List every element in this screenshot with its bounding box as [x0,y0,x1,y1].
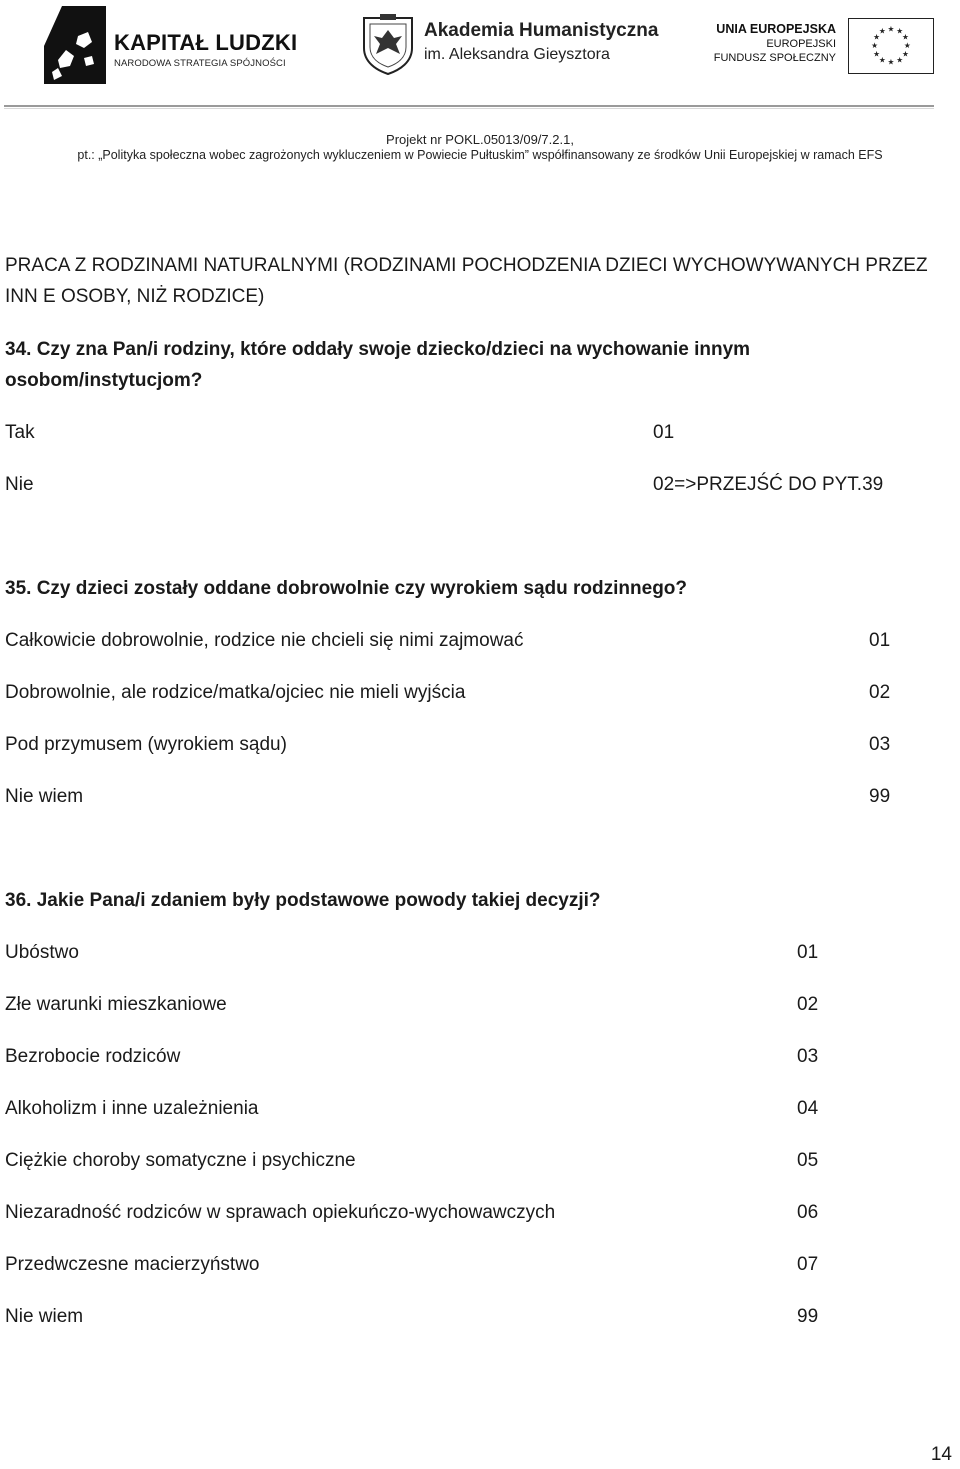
eu-fund-label-1: EUROPEJSKI [766,38,836,50]
svg-text:★: ★ [873,49,880,59]
header-divider [4,105,934,107]
svg-text:★: ★ [902,49,909,59]
question-35-title: 35. Czy dzieci zostały oddane dobrowolnie czy wyrokiem sądu rodzinnego? [5,578,688,599]
eu-fund-label-2: FUNDUSZ SPOŁECZNY [713,52,836,64]
q34-option-nie: Nie [5,474,34,495]
q36-option-1-code: 01 [797,942,819,963]
q36-option-4-code: 04 [797,1098,819,1119]
q35-option-2: Dobrowolnie, ale rodzice/matka/ojciec nie mieli wyjścia [5,682,466,703]
q34-option-nie-code: 02=>PRZEJŚĆ DO PYT.39 [653,474,884,495]
q36-option-1: Ubóstwo [5,942,79,963]
q36-option-3: Bezrobocie rodziców [5,1046,181,1067]
eu-flag-icon [848,18,934,74]
svg-text:★: ★ [896,26,904,36]
q34-option-tak: Tak [5,422,35,443]
svg-text:★: ★ [887,24,895,34]
q35-option-3-code: 03 [869,734,891,755]
university-crest-icon [360,14,416,76]
akademia-name: Akademia Humanistyczna [424,20,659,41]
q36-option-4: Alkoholizm i inne uzależnienia [5,1098,259,1119]
akademia-humanistyczna-logo [358,14,658,76]
q35-option-3: Pod przymusem (wyrokiem sądu) [5,734,287,755]
kapital-ludzki-title: KAPITAŁ LUDZKI [114,30,298,55]
section-title-line-1: PRACA Z RODZINAMI NATURALNYMI (RODZINAMI POCHODZENIA DZIECI WYCHOWYWANYCH PRZEZ [5,255,928,276]
q36-option-2-code: 02 [797,994,819,1015]
svg-text:★: ★ [878,55,886,65]
q35-option-1-code: 01 [869,630,891,651]
eu-fund-logo [713,18,934,76]
svg-text:★: ★ [903,40,911,50]
q36-option-5: Ciężkie choroby somatyczne i psychiczne [5,1150,356,1171]
q35-option-4: Nie wiem [5,786,84,807]
akademia-patron: im. Aleksandra Gieysztora [424,46,610,63]
kapital-ludzki-emblem-icon [44,6,106,84]
q36-option-6: Niezaradność rodziców w sprawach opiekuńczo-wychowawczych [5,1202,556,1223]
q36-option-2: Złe warunki mieszkaniowe [5,994,227,1015]
kapital-ludzki-logo [44,6,298,84]
q36-option-5-code: 05 [797,1150,819,1171]
q36-option-8-code: 99 [797,1306,819,1327]
kapital-ludzki-subtitle: NARODOWA STRATEGIA SPÓJNOŚCI [114,58,286,69]
question-36-title: 36. Jakie Pana/i zdaniem były podstawowe powody takiej decyzji? [5,890,601,911]
project-title: pt.: „Polityka społeczna wobec zagrożonych wykluczeniem w Powiecie Pułtuskim” współfinansowany ze środków Unii Europejskiej w ramach EFS [77,148,883,162]
svg-text:★: ★ [871,40,879,50]
svg-text:★: ★ [896,55,904,65]
q36-option-3-code: 03 [797,1046,819,1067]
q36-option-6-code: 06 [797,1202,819,1223]
q35-option-2-code: 02 [869,682,891,703]
question-34-line-1: 34. Czy zna Pan/i rodziny, które oddały swoje dziecko/dzieci na wychowanie innym [5,339,751,360]
page-number: 14 [930,1444,952,1465]
project-number: Projekt nr POKL.05013/09/7.2.1, [386,132,574,147]
q35-option-4-code: 99 [869,786,891,807]
eu-union-label: UNIA EUROPEJSKA [716,22,836,36]
svg-text:★: ★ [878,26,886,36]
svg-text:★: ★ [902,32,909,42]
header-divider-shadow [4,108,934,109]
q34-option-tak-code: 01 [653,422,675,443]
question-34-line-2: osobom/instytucjom? [5,370,203,391]
svg-text:★: ★ [887,57,895,67]
q35-option-1: Całkowicie dobrowolnie, rodzice nie chcieli się nimi zajmować [5,630,524,651]
section-title-line-2: INN E OSOBY, NIŻ RODZICE) [5,286,265,307]
svg-text:★: ★ [873,32,880,42]
q36-option-7-code: 07 [797,1254,819,1275]
q36-option-8: Nie wiem [5,1306,84,1327]
q36-option-7: Przedwczesne macierzyństwo [5,1254,260,1275]
